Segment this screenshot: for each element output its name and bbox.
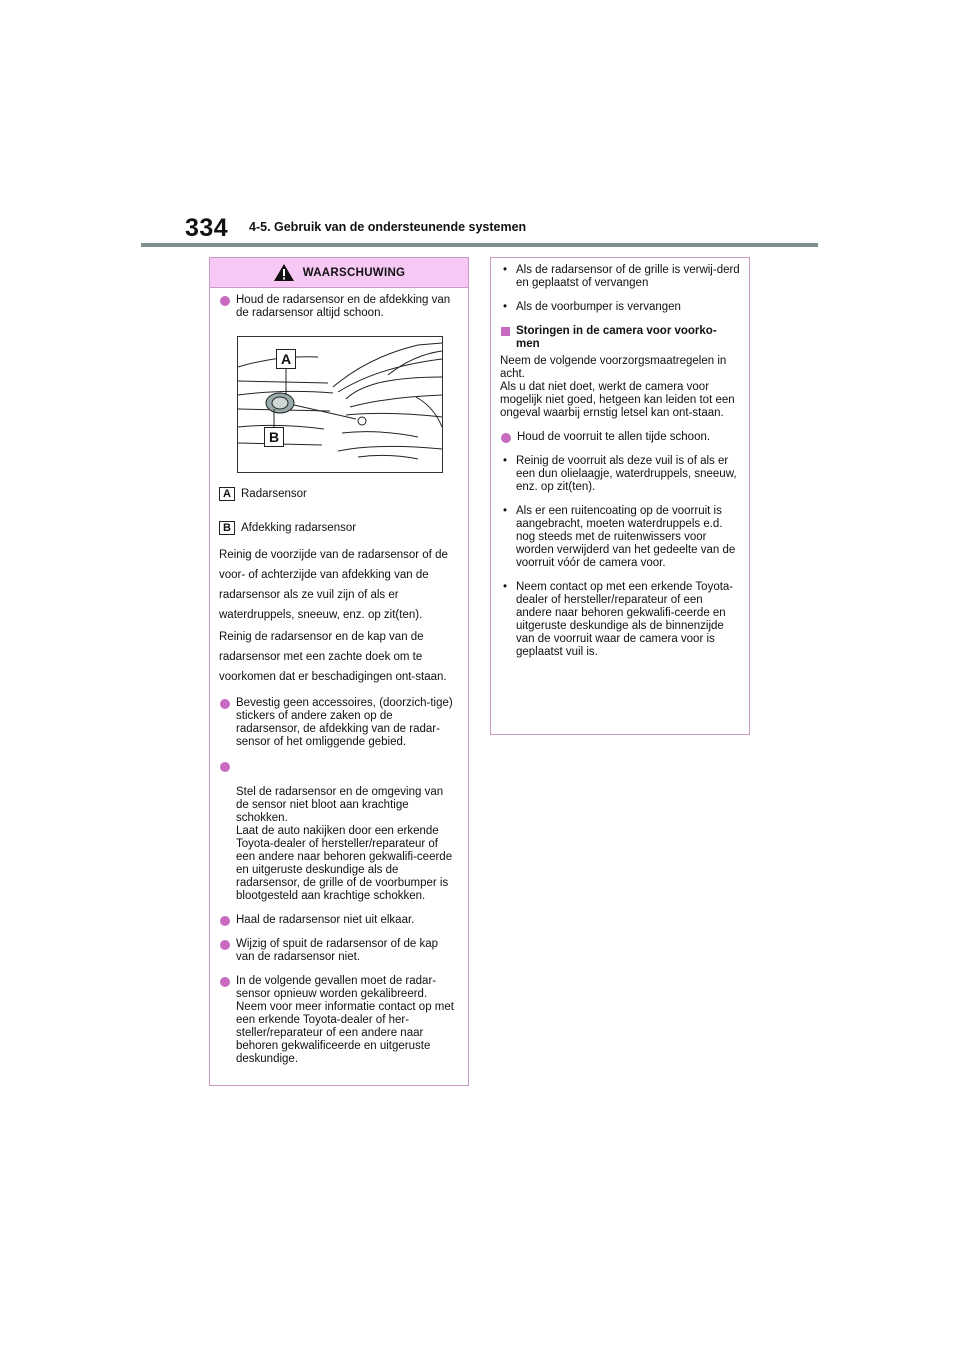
dash-text: Als de voorbumper is vervangen [516,301,681,313]
dash-text: Reinig de voorruit als deze vuil is of als er een dun olielaagje, waterdruppels, sneeuw, enz. op zit(ten). [516,455,737,493]
legend-text-a: Radarsensor [241,487,307,500]
dash-marker: • [503,505,508,517]
camera-heading [500,325,740,351]
legend-key-b: B [219,521,235,535]
figure-label-a: A [276,349,296,369]
bullet-dot-icon [220,762,230,772]
bullet-text: Wijzig of spuit de radarsensor of de kap van de radarsensor niet. [236,938,438,963]
dash-text: Als de radarsensor of de grille is verwij-derd en geplaatst of vervangen [516,264,740,289]
warning-header [210,258,468,288]
dash-marker: • [503,581,508,593]
dash-marker: • [503,301,508,313]
warning-title: WAARSCHUWING [302,266,406,279]
warning-bullet-1 [219,294,459,320]
dash-item-3 [500,455,740,494]
warning-bullet-3 [219,760,459,903]
bullet-text: Houd de voorruit te allen tijde schoon. [517,431,711,443]
warning-bullet-6 [219,975,459,1066]
bullet-text: Haal de radarsensor niet uit elkaar. [236,914,415,926]
bullet-text: In de volgende gevallen moet de radar-sensor opnieuw worden gekalibreerd. Neem voor meer informatie contact op met een erkende Toyota-dealer of her-steller/reparateur of een andere naar behoren gekwalificeerde en uitgeruste deskundige. [236,975,454,1065]
legend-row-a [219,487,459,501]
bullet-text: Bevestig geen accessoires, (doorzich-tige) stickers of andere zaken op de radarsensor, de afdekking van de radar-sensor of het omliggende gebied. [236,697,453,748]
dash-text: Neem contact op met een erkende Toyota-dealer of hersteller/reparateur of een andere naar behoren gekwalifi-ceerde en uitgeruste deskundige als de binnenzijde van de voorruit waar de camera voor is geplaatst vuil is. [516,581,734,658]
bullet-dot-icon [220,916,230,926]
bullet-text: Houd de radarsensor en de afdekking van de radarsensor altijd schoon. [236,294,451,319]
dash-item-5 [500,581,740,659]
legend-text-b: Afdekking radarsensor [241,521,357,534]
camera-bullet-1 [500,431,740,444]
figure-label-b: B [264,427,284,447]
radar-sensor-illustration [237,336,443,473]
paragraph-2: Reinig de radarsensor en de kap van de radarsensor met een zachte doek om te voorkomen dat er beschadigingen ont-staan. [219,631,447,683]
bullet-text: Stel de radarsensor en de omgeving van de sensor niet bloot aan krachtige schokken. Laat de auto nakijken door een erkende Toyota-dealer of hersteller/reparateur of een andere naar behoren gekwalifi-ceerde en uitgeruste deskundige als de radarsensor, de grille of de voorbumper is blootgesteld aan krachtige schokken. [236,786,453,902]
bullet-dot-icon [220,977,230,987]
dash-item-4 [500,505,740,570]
bullet-dot-icon [501,433,511,443]
bullet-dot-icon [220,296,230,306]
warning-bullet-2 [219,697,459,749]
square-bullet-icon [501,327,510,336]
bullet-dot-icon [220,940,230,950]
heading-text: Storingen in de camera voor voorko-men [516,325,717,350]
camera-intro: Neem de volgende voorzorgsmaatregelen in acht. Als u dat niet doet, werkt de camera voor mogelijk niet goed, hetgeen kan leiden tot een ongeval waarbij ernstig letsel kan ont-staan. [500,355,735,419]
legend-key-a: A [219,487,235,501]
dash-marker: • [503,264,508,276]
header-rule [141,243,818,247]
camera-warning-box [490,257,750,735]
warning-bullet-4 [219,914,459,927]
car-front-drawing [238,337,442,472]
dash-item-2 [500,301,740,314]
dash-text: Als er een ruitencoating op de voorruit is aangebracht, moeten waterdruppels e.d. nog steeds met de ruitenwissers voor worden verwijderd van het gedeelte van de voorruit vóór de camera voor. [516,505,736,569]
section-title: 4-5. Gebruik van de ondersteunende systemen [249,220,527,234]
legend-row-b [219,521,459,535]
dash-marker: • [503,455,508,467]
paragraph-1: Reinig de voorzijde van de radarsensor of de voor- of achterzijde van afdekking van de radarsensor als ze vuil zijn of als er waterdruppels, sneeuw, enz. op zit(ten). [219,549,448,621]
bullet-dot-icon [220,699,230,709]
dash-item-1 [500,264,740,290]
warning-triangle-icon [273,263,295,282]
warning-bullet-5 [219,938,459,964]
page-number: 334 [185,214,229,242]
warning-box [209,257,469,1086]
